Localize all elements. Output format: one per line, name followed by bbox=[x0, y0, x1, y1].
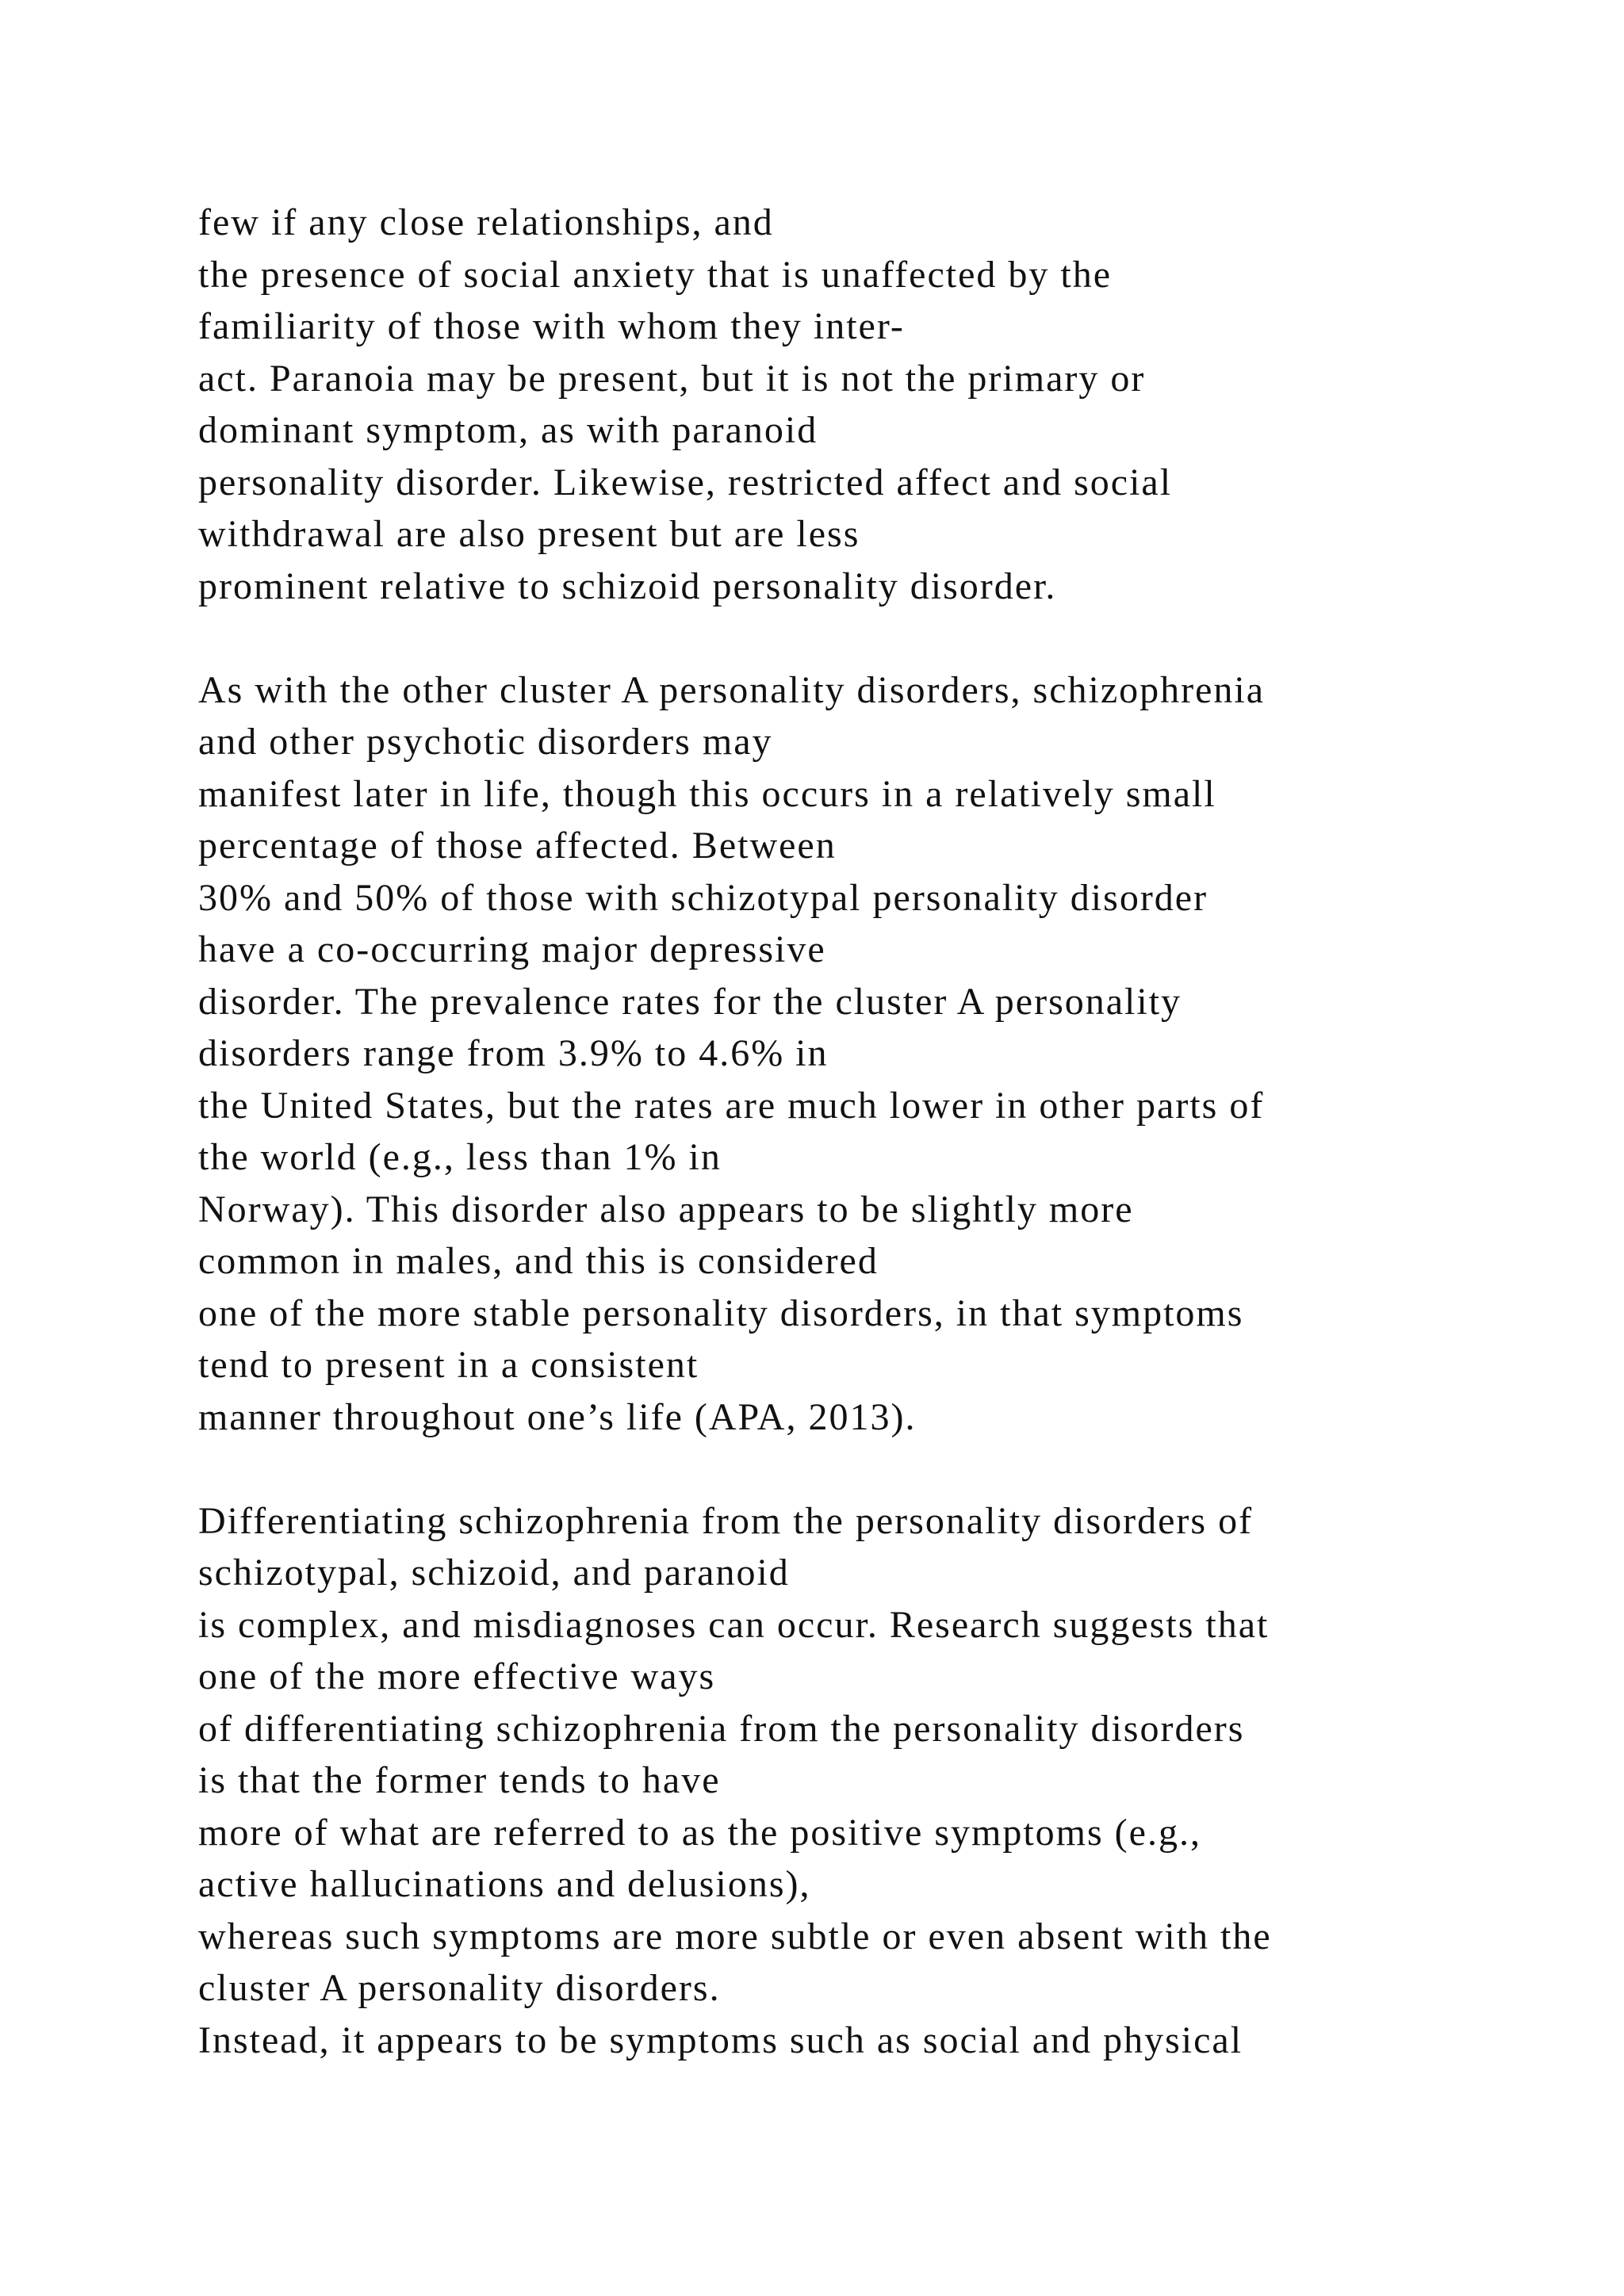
text-line: manner throughout one’s life (APA, 2013). bbox=[198, 1395, 917, 1438]
text-line: is complex, and misdiagnoses can occur. Research suggests that bbox=[198, 1603, 1270, 1646]
text-line: one of the more stable personality disorders, in that symptoms bbox=[198, 1292, 1244, 1334]
text-line: Differentiating schizophrenia from the personality disorders of bbox=[198, 1499, 1254, 1542]
text-line: few if any close relationships, and bbox=[198, 201, 774, 243]
text-line: act. Paranoia may be present, but it is not the primary or bbox=[198, 357, 1146, 400]
text-line: dominant symptom, as with paranoid bbox=[198, 409, 818, 451]
text-line: personality disorder. Likewise, restricted affect and social bbox=[198, 461, 1173, 503]
text-line: percentage of those affected. Between bbox=[198, 825, 837, 867]
text-line: is that the former tends to have bbox=[198, 1759, 721, 1801]
text-line: prominent relative to schizoid personality disorder. bbox=[198, 564, 1057, 607]
text-line: familiarity of those with whom they inter- bbox=[198, 305, 905, 347]
text-line: have a co-occurring major depressive bbox=[198, 928, 826, 970]
text-line: one of the more effective ways bbox=[198, 1655, 716, 1697]
document-body bbox=[198, 197, 1594, 2066]
text-line: Instead, it appears to be symptoms such as social and physical bbox=[198, 2019, 1243, 2061]
paragraph-3 bbox=[198, 1495, 1594, 2067]
text-line: As with the other cluster A personality disorders, schizophrenia bbox=[198, 668, 1266, 711]
text-line: schizotypal, schizoid, and paranoid bbox=[198, 1552, 790, 1594]
text-line: cluster A personality disorders. bbox=[198, 1967, 721, 2009]
text-line: and other psychotic disorders may bbox=[198, 721, 773, 763]
paragraph-2 bbox=[198, 664, 1594, 1444]
text-line: of differentiating schizophrenia from the personality disorders bbox=[198, 1707, 1245, 1750]
text-line: Norway). This disorder also appears to be slightly more bbox=[198, 1188, 1134, 1230]
text-line: the United States, but the rates are much lower in other parts of bbox=[198, 1084, 1265, 1127]
text-line: disorder. The prevalence rates for the cluster A personality bbox=[198, 980, 1182, 1023]
text-line: tend to present in a consistent bbox=[198, 1344, 699, 1386]
text-line: active hallucinations and delusions), bbox=[198, 1863, 811, 1905]
text-line: disorders range from 3.9% to 4.6% in bbox=[198, 1032, 829, 1074]
paragraph-1 bbox=[198, 197, 1594, 612]
text-line: the world (e.g., less than 1% in bbox=[198, 1136, 722, 1178]
text-line: more of what are referred to as the positive symptoms (e.g., bbox=[198, 1811, 1201, 1854]
text-line: 30% and 50% of those with schizotypal personality disorder bbox=[198, 876, 1208, 919]
text-line: common in males, and this is considered bbox=[198, 1240, 879, 1282]
text-line: manifest later in life, though this occurs in a relatively small bbox=[198, 772, 1216, 815]
text-line: the presence of social anxiety that is unaffected by the bbox=[198, 253, 1113, 296]
text-line: whereas such symptoms are more subtle or even absent with the bbox=[198, 1915, 1272, 1957]
text-line: withdrawal are also present but are less bbox=[198, 513, 860, 555]
